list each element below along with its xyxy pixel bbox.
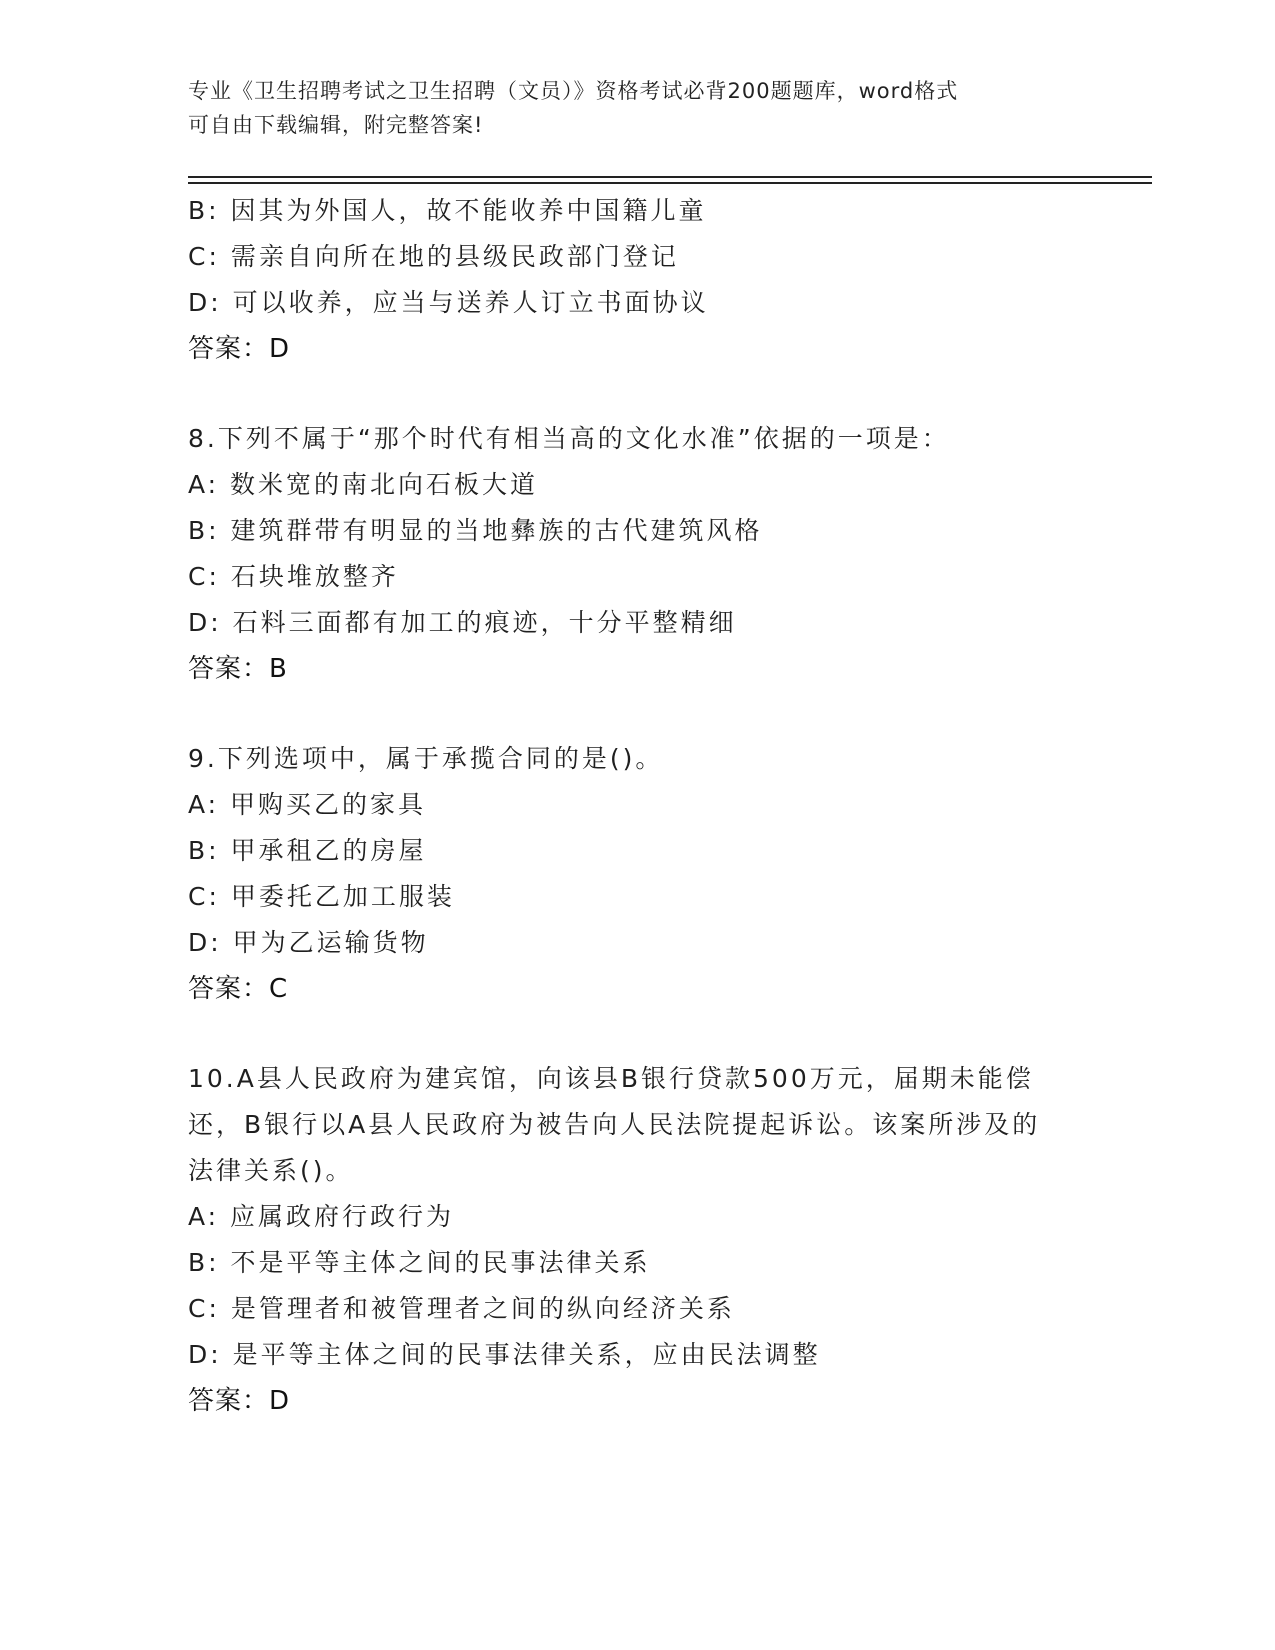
answer-line: 答案：D bbox=[188, 334, 291, 364]
option-d: D: 是平等主体之间的民事法律关系，应由民法调整 bbox=[188, 1340, 821, 1369]
question-9 bbox=[188, 736, 1088, 1012]
option-a: A: 数米宽的南北向石板大道 bbox=[188, 470, 539, 499]
header-rule-bottom bbox=[188, 182, 1152, 184]
option-d: D: 甲为乙运输货物 bbox=[188, 928, 429, 957]
header-line-1: 专业《卫生招聘考试之卫生招聘（文员）》资格考试必背200题题库，word格式 bbox=[188, 79, 959, 103]
header-rule-top bbox=[188, 176, 1152, 178]
header-line-2: 可自由下载编辑，附完整答案! bbox=[188, 113, 484, 137]
spacer bbox=[188, 692, 1088, 736]
answer-line: 答案：C bbox=[188, 974, 289, 1004]
question-7-continued bbox=[188, 188, 1088, 372]
document-header bbox=[188, 74, 1088, 142]
option-a: A: 甲购买乙的家具 bbox=[188, 790, 427, 819]
question-text-line-1: 10.A县人民政府为建宾馆，向该县B银行贷款500万元，届期未能偿 bbox=[188, 1064, 1034, 1093]
question-text: 8.下列不属于“那个时代有相当高的文化水准”依据的一项是： bbox=[188, 424, 950, 453]
question-text-line-3: 法律关系()。 bbox=[188, 1156, 354, 1185]
spacer bbox=[188, 372, 1088, 416]
question-text-line-2: 还，B银行以A县人民政府为被告向人民法院提起诉讼。该案所涉及的 bbox=[188, 1110, 1041, 1139]
document-body bbox=[188, 188, 1088, 1424]
question-text: 9.下列选项中，属于承揽合同的是()。 bbox=[188, 744, 664, 773]
option-c: C: 石块堆放整齐 bbox=[188, 562, 399, 591]
option-c: C: 需亲自向所在地的县级民政部门登记 bbox=[188, 242, 679, 271]
option-d: D: 石料三面都有加工的痕迹，十分平整精细 bbox=[188, 608, 737, 637]
question-10 bbox=[188, 1056, 1088, 1424]
answer-line: 答案：B bbox=[188, 654, 288, 684]
option-d: D: 可以收养，应当与送养人订立书面协议 bbox=[188, 288, 709, 317]
option-b: B: 因其为外国人，故不能收养中国籍儿童 bbox=[188, 196, 707, 225]
spacer bbox=[188, 1012, 1088, 1056]
answer-line: 答案：D bbox=[188, 1386, 291, 1416]
option-c: C: 是管理者和被管理者之间的纵向经济关系 bbox=[188, 1294, 735, 1323]
option-c: C: 甲委托乙加工服装 bbox=[188, 882, 455, 911]
option-b: B: 不是平等主体之间的民事法律关系 bbox=[188, 1248, 651, 1277]
option-a: A: 应属政府行政行为 bbox=[188, 1202, 455, 1231]
option-b: B: 建筑群带有明显的当地彝族的古代建筑风格 bbox=[188, 516, 763, 545]
question-8 bbox=[188, 416, 1088, 692]
option-b: B: 甲承租乙的房屋 bbox=[188, 836, 427, 865]
